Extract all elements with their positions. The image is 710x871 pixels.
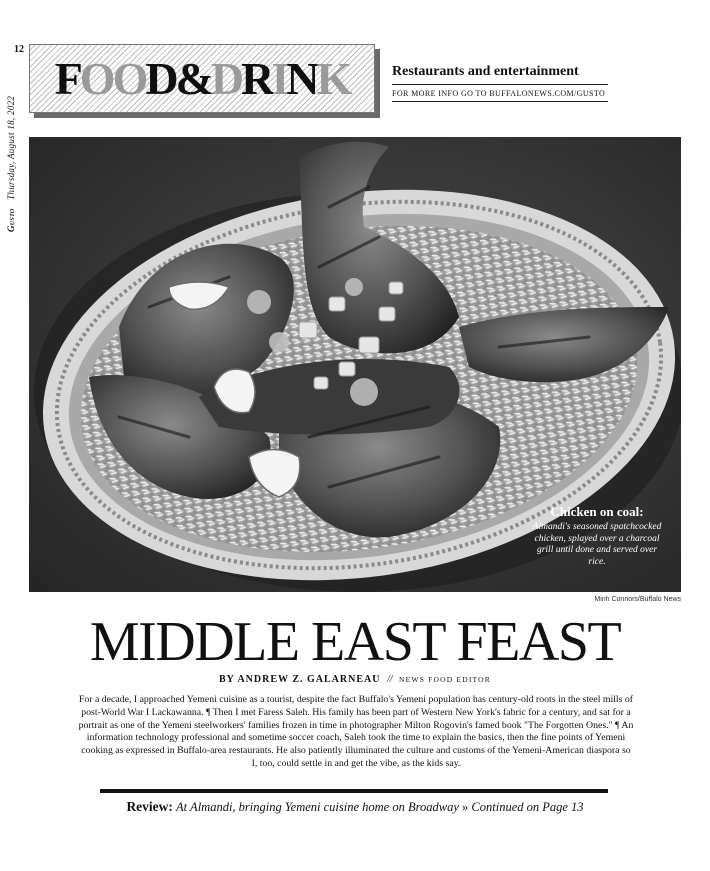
byline: [0, 674, 710, 685]
caption-heading: Chicken on coal:: [550, 504, 644, 519]
feature-photo: [29, 137, 681, 592]
continued-arrow-icon: »: [462, 800, 469, 814]
review-teaser[interactable]: [0, 799, 710, 815]
photo-caption: [531, 504, 663, 568]
section-kicker: Gusto: [6, 208, 16, 232]
caption-text: Almandi's seasoned spatchcocked chicken, splayed over a charcoal grill until done and served over rice.: [532, 522, 662, 567]
page-number: 12: [14, 44, 24, 55]
headline: MIDDLE EAST FEAST: [89, 611, 621, 673]
food-drink-logo: [29, 44, 375, 113]
author-name: BY ANDREW Z. GALARNEAU: [218, 674, 381, 685]
date-line: Thursday, August 18, 2022: [6, 95, 16, 200]
divider-rule: [100, 789, 608, 793]
author-title: NEWS FOOD EDITOR: [399, 675, 491, 684]
article-body: For a decade, I approached Yemeni cuisine as a tourist, despite the fact Buffalo's Yemeni population has century-old roots in the steel mills of post-World War I Lackawanna. ¶ Then I met Faress Saleh. His family has been part of Western New York's fabric for a century, and sat for a portrait as one of the Yemeni steelworkers' families frozen in time in photographer Milton Rogovin's famed book "The Forgotten Ones." ¶ An information technology professional and sometime soccer coach, Saleh took the time to explain the basics, then the fine points of Yemeni cooking as expressed in Buffalo-area restaurants. He also patiently illuminated the culture and customs of the Yemeni-American diaspora so I, too, could settle in and get the vibe, as the kids say.: [78, 694, 634, 769]
section-title: Restaurants and entertainment: [392, 64, 608, 85]
review-label: Review:: [126, 799, 173, 814]
photo-credit: Minh Connors/Buffalo News: [594, 596, 681, 603]
byline-separator: //: [386, 674, 393, 685]
folio-dateline: [6, 96, 16, 232]
section-info-link[interactable]: FOR MORE INFO GO TO BUFFALONEWS.COM/GUSTO: [392, 85, 608, 102]
section-header: [392, 64, 608, 102]
continued-link[interactable]: Continued on Page 13: [471, 800, 584, 814]
review-text: At Almandi, bringing Yemeni cuisine home on Broadway: [176, 800, 459, 814]
logo-wordmark: FOOD&DRINK: [54, 52, 350, 104]
